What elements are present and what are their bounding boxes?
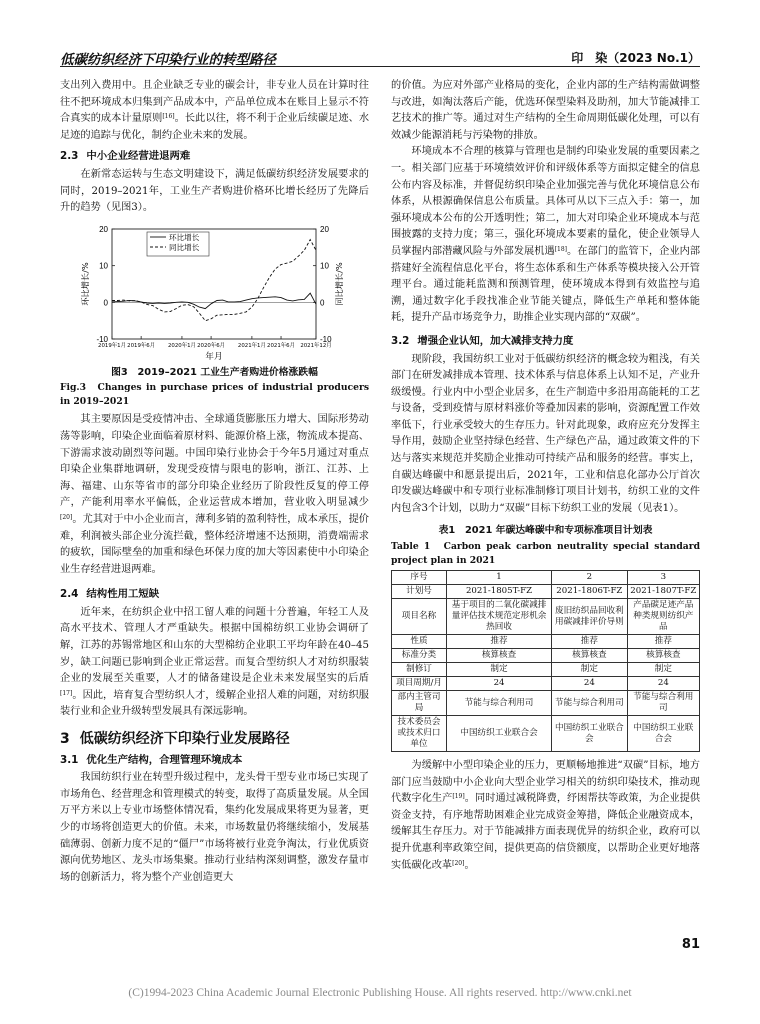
paragraph: 为缓解中小型印染企业的压力，更顺畅地推进“双碳”目标，地方部门应当鼓励中小企业向大型企业学习相关的纺织印染技术，推动现代数字化生产[19]。同时通过减税降费，纾困帮扶等政策，为企业提供资金支持，有序地帮助困难企业完成资金筹措，降低企业融资成本，缓解其生存压力。对于节能减排方面表现优异的纺织企业，政府可以提升优惠利率政策空间，提供更高的信贷额度，以帮助企业更好地落实低碳化改革[20]。 xyxy=(391,760,701,871)
paragraph: 在新常态运转与生态文明建设下，满足低碳纺织经济发展要求的同时，2019–2021年，工业生产者购进价格环比增长经历了先降后升的趋势（见图3）。 xyxy=(60,168,369,214)
copyright-footer: (C)1994-2023 China Academic Journal Electronic Publishing House. All rights reserved. http://www.cnki.net xyxy=(128,987,632,999)
table-cell: 制定 xyxy=(552,663,628,677)
paragraph: 我国纺织行业在转型升级过程中，龙头骨干型专业市场已实现了市场角色、经营理念和管理模式的转变，取得了高质量发展。从全国万平方米以上专业市场整体情况看，集约化发展成果将更为显著，更少的市场将创造更大的价值。未来，市场数量仍将继续缩小，发展基础薄弱、创新力度不足的“僵尸”市场将被行业竞争淘汰，行业优质资源向优势地区、龙头市场集聚。推动行业结构深刻调整，激发存量市场的创新活力，将为整个产业创造更大 xyxy=(60,772,369,883)
paragraph: 现阶段，我国纺织工业对于低碳纺织经济的概念较为粗浅，有关部门在研发减排成本管理、技术体系与信息体系上认知不足，产业升级缓慢。行业内中小型企业居多，在生产制造中多沿用高能耗的工艺与设备，受到疫情与原材料涨价等叠加因素的影响，资源配置工作效率低下，行业承受较大的生存压力。针对此现象，政府应充分发挥主导作用，鼓励企业坚持绿色经营、生产绿色产品，通过政策文件的下达与落实来规范并奖励企业推动可持续产品和服务的经营。事实上，自碳达峰碳中和愿景提出后，2021年，工业和信息化部办公厅首次印发碳达峰碳中和专项行业标准制修订项目计划书，纺织工业的文件内包含3个计划，以助力“双碳”目标下纺织工业的发展（见表1）。 xyxy=(391,353,700,514)
table-1 xyxy=(391,570,700,752)
table-cell: 推荐 xyxy=(447,635,552,649)
table-cell: 中国纺织工业联合会 xyxy=(447,716,552,752)
table-cell: 3 xyxy=(627,571,699,585)
table-cell: 推荐 xyxy=(552,635,628,649)
y-tick-label-right: 10 xyxy=(320,261,329,271)
table-row xyxy=(392,691,700,716)
table-row xyxy=(392,571,700,585)
table-cell: 核算核查 xyxy=(552,649,628,663)
table-cell: 核算核查 xyxy=(447,649,552,663)
y-axis-label-left: 环比增长/% xyxy=(80,262,90,306)
table-cell: 制定 xyxy=(627,663,699,677)
table-row-label: 标准分类 xyxy=(392,649,447,663)
table-cell: 2021-1805T-FZ xyxy=(447,585,552,599)
table-cell: 24 xyxy=(627,677,699,691)
table-cell: 制定 xyxy=(447,663,552,677)
table-cell: 推荐 xyxy=(627,635,699,649)
table-caption-zh: 表1 2021 年碳达峰碳中和专项标准项目计划表 xyxy=(438,525,653,537)
series-line-mom xyxy=(112,293,316,308)
left-column xyxy=(60,78,369,886)
table-cell: 2 xyxy=(552,571,628,585)
paragraph: 的价值。为应对外部产业格局的变化，企业内部的生产结构需做调整与改进，如淘汰落后产能，优选环保型染料及助剂，加大节能减排工艺技术的推广等。通过对生产结构的全生命周期低碳化处理，可以有效减少能源消耗与污染物的排放。 xyxy=(391,80,700,141)
figure-3 xyxy=(60,221,369,363)
table-row-label: 性质 xyxy=(392,635,447,649)
right-column xyxy=(391,78,700,874)
y-tick-label-right: -10 xyxy=(320,334,332,344)
table-cell: 节能与综合利用司 xyxy=(627,691,699,716)
table-row xyxy=(392,585,700,599)
header-rule xyxy=(60,66,700,67)
table-row-label: 制修订 xyxy=(392,663,447,677)
table-row xyxy=(392,677,700,691)
y-tick-label-right: 20 xyxy=(320,224,329,234)
x-tick-label: 2020年1月 xyxy=(167,342,196,349)
x-axis-label: 年月 xyxy=(205,351,223,362)
table-cell: 24 xyxy=(552,677,628,691)
y-tick-label-left: -10 xyxy=(96,334,108,344)
section-2-3-heading: 2.3 中小企业经营进退两难 xyxy=(60,150,191,163)
journal-issue: 印 染（2023 No.1） xyxy=(571,51,700,65)
figure-caption-en: Fig.3 Changes in purchase prices of industrial producers in 2019–2021 xyxy=(60,382,369,408)
y-axis-label-right: 同比增长/% xyxy=(334,262,344,306)
section-2-4-heading: 2.4 结构性用工短缺 xyxy=(60,588,160,601)
paragraph: 其主要原因是受疫情冲击、全球通货膨胀压力增大、国际形势动荡等影响，印染企业面临着原材料、能源价格上涨，物流成本提高、下游需求波动剧烈等问题。中国印染行业协会于今年5月通过对重点印染企业集群地调研，发现受疫情与限电的影响，浙江、江苏、上海、福建、山东等省市的部分印染企业经历了阶段性反复的停工停产，产能利用率水平偏低，企业运营成本增加，营业收入明显减少[20]。尤其对于中小企业而言，薄利多销的盈利特性，成本承压，提价难，利润被头部企业分流拦截，整体经济增速不达预期，消费端需求的疲软，国际壁垒的加重和绿色环保力度的加大等因素使中小印染企业生存经营进退两难。 xyxy=(60,414,369,575)
x-tick-label: 2021年6月 xyxy=(267,342,295,349)
table-cell: 节能与综合利用司 xyxy=(447,691,552,716)
table-cell: 核算核查 xyxy=(627,649,699,663)
plot-frame xyxy=(112,229,316,339)
series-line-yoy xyxy=(112,239,316,320)
table-row xyxy=(392,649,700,663)
paragraph: 支出列入费用中。且企业缺乏专业的碳会计，非专业人员在计算时往往不把环境成本归集到产品成本中，产品单位成本在账目上显示不符合真实的成本计量原则[16]。长此以往，将不利于企业后续碳足迹、水足迹的追踪与优化，制约企业未来的发展。 xyxy=(60,80,370,141)
table-row-label: 计划号 xyxy=(392,585,447,599)
x-tick-label: 2021年12月 xyxy=(300,342,332,349)
table-row-label: 技术委员会或技术归口单位 xyxy=(392,716,447,752)
x-tick-label: 2019年1月 xyxy=(98,342,126,349)
table-row-label: 部内主管司局 xyxy=(392,691,447,716)
y-tick-label-left: 0 xyxy=(103,298,108,308)
y-tick-label-left: 10 xyxy=(99,261,108,271)
page-number: 81 xyxy=(681,937,700,952)
table-cell: 废旧纺织品回收利用碳减排评价导则 xyxy=(552,599,628,635)
table-cell: 中国纺织工业联合会 xyxy=(552,716,628,752)
table-row xyxy=(392,635,700,649)
section-3-2-heading: 3.2 增强企业认知，加大减排支持力度 xyxy=(391,334,574,347)
figure-caption-zh: 图3 2019–2021 工业生产者购进价格涨跌幅 xyxy=(111,366,318,378)
table-row xyxy=(392,716,700,752)
x-tick-label: 2019年6月 xyxy=(127,342,156,349)
legend-label: 环比增长 xyxy=(169,232,200,242)
table-row-label: 序号 xyxy=(392,571,447,585)
table-cell: 24 xyxy=(447,677,552,691)
running-title: 低碳纺织经济下印染行业的转型路径 xyxy=(60,52,276,68)
table-cell: 中国纺织工业联合会 xyxy=(627,716,699,752)
x-tick-label: 2020年6月 xyxy=(197,342,226,349)
y-tick-label-right: 0 xyxy=(320,298,325,308)
table-row xyxy=(392,599,700,635)
table-cell: 2021-1807T-FZ xyxy=(627,585,699,599)
table-cell: 基于项目的二氧化碳减排量评估技术规范定形机余热回收 xyxy=(447,599,552,635)
table-cell: 1 xyxy=(447,571,552,585)
legend-label: 同比增长 xyxy=(169,242,200,252)
y-tick-label-left: 20 xyxy=(99,224,108,234)
x-tick-label: 2021年1月 xyxy=(237,342,266,349)
table-row-label: 项目名称 xyxy=(392,599,447,635)
table-row xyxy=(392,663,700,677)
table-cell: 节能与综合利用司 xyxy=(552,691,628,716)
table-row-label: 项目周期/月 xyxy=(392,677,447,691)
table-caption-en: Table 1 Carbon peak carbon neutrality special standard project plan in 2021 xyxy=(391,541,700,567)
table-cell: 产品碳足迹产品种类规则纺织产品 xyxy=(627,599,699,635)
paragraph: 近年来，在纺织企业中招工留人难的问题十分普遍，年轻工人及高水平技术、管理人才严重缺失。根据中国棉纺织工业协会调研了解，江苏的苏锡常地区和山东的大型棉纺企业职工平均年龄在40–45岁，缺工问题已影响到企业正常运营。而复合型纺织人才对纺织服装企业的发展至关重要，人才的储备建设是企业未来发展坚实的后盾[17]。因此，培育复合型纺织人才，缓解企业招人难的问题，对纺织服装行业和企业升级转型发展具有深远影响。 xyxy=(60,606,369,718)
section-3-heading: 3 低碳纺织经济下印染行业发展路径 xyxy=(60,731,290,748)
section-3-1-heading: 3.1 优化生产结构，合理管理环境成本 xyxy=(60,753,243,766)
paragraph: 环境成本不合理的核算与管理也是制约印染业发展的重要因素之一。相关部门应基于环境绩效评价和评级体系等方面拟定健全的信息公布内容及标准，并督促纺织印染企业加强完善与优化环境信息公布体系，从根源确保信息公布质量。具体可从以下三点入手：第一，加强环境成本公布的公开透明性；第二，加大对印染企业环境成本与范围披露的支持力度；第三，强化环境成本要素的量化，使企业领导人员掌握内部潜藏风险与外部发展机遇[18]。在部门的监管下，企业内部搭建好全流程信息化平台，将生态体系和生产体系等模块接入公开管理平台。通过能耗监测和预测管理，使环境成本得到有效监控与追溯，通过数字化手段找准企业节能关键点，降低生产单耗和整体能耗，提升产品市场竞争力，助推企业实现内部的“双碳”。 xyxy=(391,146,701,324)
running-header xyxy=(60,48,700,68)
table-cell: 2021-1806T-FZ xyxy=(552,585,628,599)
line-chart xyxy=(60,221,369,363)
